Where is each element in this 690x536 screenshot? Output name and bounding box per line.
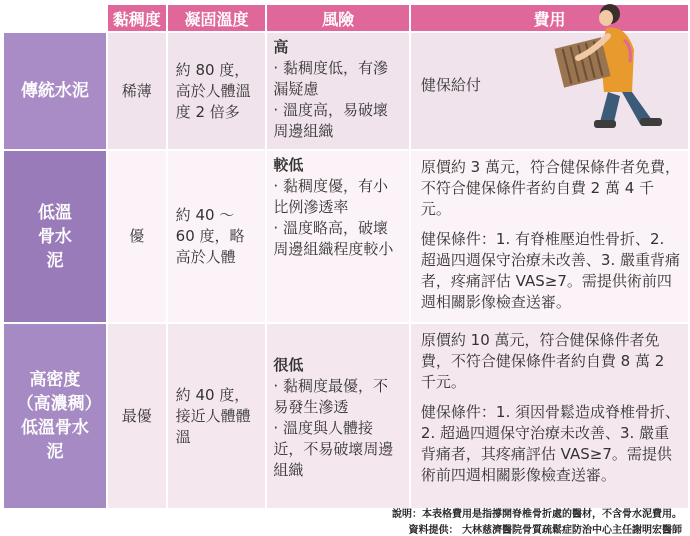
risk-cell [266, 150, 410, 323]
row-name [3, 323, 107, 509]
risk-level: 很低 [273, 356, 304, 374]
header-cost: 費用 [410, 4, 689, 32]
risk-item: ‧ 黏稠度低，有滲漏疑慮 [273, 59, 388, 98]
row-name: 傳統水泥 [3, 32, 107, 150]
table-row [3, 323, 689, 509]
row-name [3, 150, 107, 323]
cost-cell [410, 323, 689, 509]
footnote: 說明：本表格費用是指撐開脊椎骨折處的醫材，不含骨水泥費用。 [392, 509, 682, 520]
risk-item: ‧ 溫度高，易破壞周邊組織 [273, 101, 388, 140]
cost-cell [410, 150, 689, 323]
header-temperature: 凝固溫度 [167, 4, 267, 32]
source-credit: 資料提供： 大林慈濟醫院骨質疏鬆症防治中心主任謝明宏醫師 [408, 525, 682, 536]
risk-cell [266, 32, 410, 150]
viscosity-cell: 優 [107, 150, 167, 323]
temperature-cell: 約 40 度，接近人體體溫 [167, 323, 267, 509]
viscosity-cell: 最優 [107, 323, 167, 509]
row-name-text: 高密度（高濃稠）低溫骨水泥 [16, 370, 94, 462]
header-risk: 風險 [266, 4, 410, 32]
risk-level: 高 [273, 38, 289, 56]
cost-text: 健保條件：1. 有脊椎壓迫性骨折、2. 超過四週保守治療未改善、3. 嚴重背痛者，疼痛評估 VAS≥7。需提供術前四週相關影像檢查送審。 [420, 230, 680, 311]
cost-text: 原價約 3 萬元，符合健保條件者免費，不符合健保條件者約自費 2 萬 4 千元。 [420, 158, 680, 218]
risk-item: ‧ 溫度與人體接近，不易破壞周邊組織 [273, 419, 394, 479]
risk-item: ‧ 溫度略高，破壞周邊組織程度較小 [273, 219, 394, 258]
header-blank [3, 4, 107, 32]
header-viscosity: 黏稠度 [107, 4, 167, 32]
cost-text: 健保給付 [420, 76, 481, 94]
table-row [3, 150, 689, 323]
temperature-cell: 約 40 ～ 60 度，略高於人體 [167, 150, 267, 323]
cost-text: 原價約 10 萬元，符合健保條件者免費，不符合健保條件者約自費 8 萬 2 千元。 [420, 331, 665, 391]
risk-item: ‧ 黏稠度優，有小比例滲透率 [273, 177, 388, 216]
viscosity-cell: 稀薄 [107, 32, 167, 150]
cost-text: 健保條件：1. 須因骨鬆造成脊椎骨折、2. 超過四週保守治療未改善、3. 嚴重背痛者，其疼痛評估 VAS≥7。需提供術前四週相關影像檢查送審。 [420, 403, 680, 484]
row-name-text: 低溫骨水泥 [37, 202, 72, 271]
risk-item: ‧ 黏稠度最優，不易發生滲透 [273, 377, 388, 416]
risk-cell [266, 323, 410, 509]
back-pain-figure-illustration [548, 0, 690, 150]
risk-level: 較低 [273, 156, 304, 174]
temperature-cell: 約 80 度，高於人體溫度 2 倍多 [167, 32, 267, 150]
